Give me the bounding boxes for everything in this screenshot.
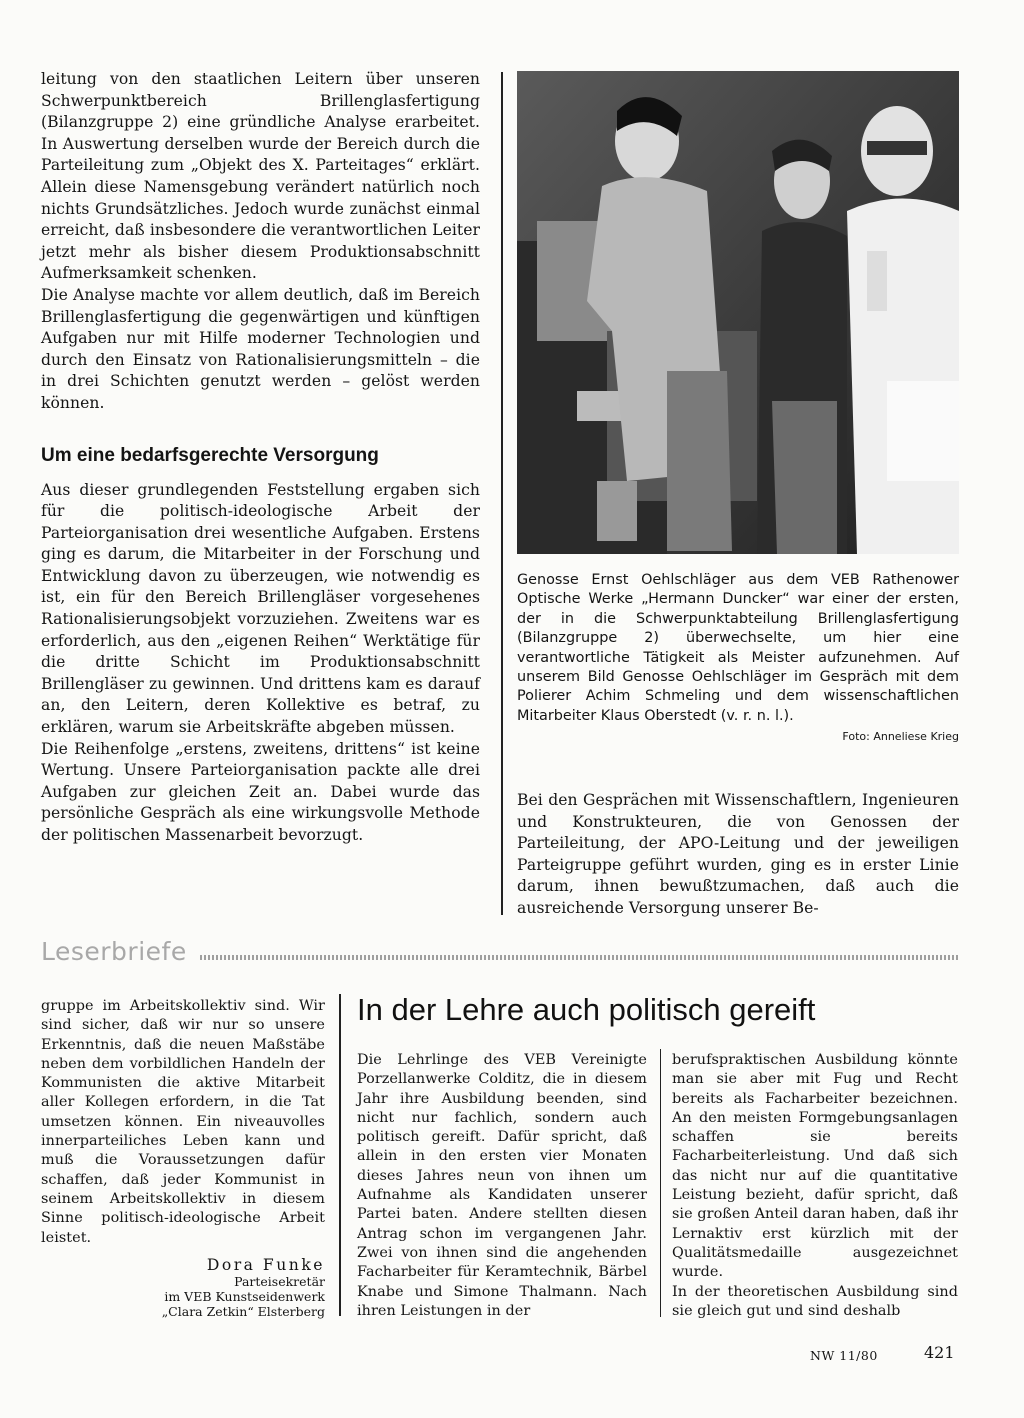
- issue-number: NW 11/80: [810, 1348, 878, 1363]
- letter-text: Die Lehrlinge des VEB Vereinigte Porzellanwerke Colditz, die in diesem Jahr ihre Ausbildung beenden, sind nicht nur fachlich, sondern auch politisch gereift. Dafür spricht, daß allein in den ersten vier Monaten dieses Jahres neun von ihnen um Aufnahme als Kandidaten unserer Partei baten. Andere stellten diesen Antrag schon im vergangenen Jahr. Zwei von ihnen sind die angehenden Facharbeiter für Keramtechnik, Bärbel Knabe und Simone Thalmann. Nach ihren Leistungen in der: [357, 1052, 647, 1319]
- photo-credit: Foto: Anneliese Krieg: [842, 730, 959, 744]
- article-photo: [517, 71, 959, 554]
- author-location: „Clara Zetkin“ Elsterberg: [161, 1303, 325, 1319]
- letter-author: Dora Funke: [206, 1255, 325, 1274]
- article-paragraph: Bei den Gesprächen mit Wissenschaftlern, Ingenieuren und Konstrukteuren, die von Genossen der Parteileitung, der APO-Leitung und der jeweiligen Parteigruppe geführt wurden, ging es in erster Linie darum, ihnen bewußtzumachen, daß auch die ausreichende Versorgung unserer Be-: [517, 791, 959, 917]
- column-divider: [660, 1049, 661, 1317]
- section-heading: Um eine bedarfsgerechte Versorgung: [41, 444, 379, 466]
- workshop-photo-illustration: [517, 71, 959, 554]
- section-divider: [200, 955, 958, 960]
- right-article-column: [517, 790, 959, 920]
- article-paragraph: leitung von den staatlichen Leitern über unseren Schwerpunktbereich Brillenglasfertigung (Bilanzgruppe 2) eine gründliche Analyse erarbeitet. In Auswertung derselben wurde der Bereich durch die Parteileitung zum „Objekt des X. Parteitages“ erklärt. Allein diese Namensgebung verändert natürlich noch nichts Grundsätzliches. Jedoch wurde zunächst einmal erreicht, daß insbesondere die verantwortlichen Leiter jetzt mehr als bisher diesem Produktionsabschnitt Aufmerksamkeit schenken.: [41, 70, 480, 283]
- letter-column: [41, 997, 325, 1319]
- letter-column: [672, 1051, 958, 1321]
- column-divider: [501, 72, 503, 915]
- letter-text: berufspraktischen Ausbildung könnte man sie aber mit Fug und Recht bereits als Facharbeiter bezeichnen. An den meisten Formgebungsanlagen schaffen sie bereits Facharbeiterleistung. Und daß sich das nicht nur auf die quantitative Leistung bezieht, dafür spricht, daß sie großen Anteil daran haben, daß ihr Lernaktiv erst kürzlich mit der Qualitätsmedaille ausgezeichnet wurde.: [672, 1052, 958, 1281]
- letter-text: gruppe im Arbeitskollektiv sind. Wir sind sicher, daß wir nur so unsere Erkenntnis, daß die neuen Maßstäbe neben dem vorbildlichen Handeln der Kommunisten die aktive Mitarbeit aller Kollegen erfordern, in die Tat umsetzen können. Ein niveauvolles innerparteiliches Leben kann und muß die Voraussetzungen dafür schaffen, daß jeder Kommunist in seinem Arbeitskollektiv in diesem Sinne politisch-ideologische Arbeit leistet.: [41, 998, 325, 1246]
- left-article-column: [41, 69, 480, 847]
- article-paragraph: Aus dieser grundlegenden Feststellung ergaben sich für die politisch-ideologische Arbeit der Parteiorganisation drei wesentliche Aufgaben. Erstens ging es darum, die Mitarbeiter in der Forschung und Entwicklung davon zu überzeugen, wie notwendig es ist, ein für den Bereich Brillengläser vorgesehenes Rationalisierungsobjekt vorzuziehen. Zweitens war es erforderlich, aus den „eigenen Reihen“ Werktätige für die dritte Schicht im Produktionsabschnitt Brillengläser zu gewinnen. Und drittens kam es darauf an, den Leitern, deren Kollektive es betraf, zu erklären, warum sie Arbeitskräfte abgeben müssen.: [41, 480, 480, 737]
- page-number: 421: [924, 1343, 955, 1362]
- author-workplace: im VEB Kunstseidenwerk: [164, 1288, 325, 1304]
- photo-caption: Genosse Ernst Oehlschläger aus dem VEB Rathenower Optische Werke „Hermann Duncker“ war einer der ersten, der in die Schwerpunktabteilung Brillenglasfertigung (Bilanzgruppe 2) überwechselte, um hier eine verantwortliche Tätigkeit als Meister aufzunehmen. Auf unserem Bild Genosse Oehlschläger im Gespräch mit dem Polierer Achim Schmeling und dem wissenschaftlichen Mitarbeiter Klaus Oberstedt (v. r. n. l.).: [517, 572, 959, 724]
- article-paragraph: Die Analyse machte vor allem deutlich, daß im Bereich Brillenglasfertigung die gegenwärtigen und künftigen Aufgaben nur mit Hilfe moderner Technologien und durch den Einsatz von Rationalisierungsmitteln – die in drei Schichten genutzt werden – gelöst werden können.: [41, 285, 480, 412]
- author-role: Parteisekretär: [234, 1273, 325, 1289]
- column-divider: [339, 994, 341, 1316]
- letter-text: In der theoretischen Ausbildung sind sie gleich gut und sind deshalb: [672, 1283, 958, 1319]
- letter-column: [357, 1051, 647, 1321]
- section-label: Leserbriefe: [41, 937, 187, 966]
- photo-caption-block: [517, 571, 959, 743]
- article-paragraph: Die Reihenfolge „erstens, zweitens, drittens“ ist keine Wertung. Unsere Parteiorganisation packte alle drei Aufgaben zur gleichen Zeit an. Dabei wurde das persönliche Gespräch als eine wirkungsvolle Methode der politischen Massenarbeit bevorzugt.: [41, 739, 480, 844]
- letter-title: In der Lehre auch politisch gereift: [357, 992, 816, 1027]
